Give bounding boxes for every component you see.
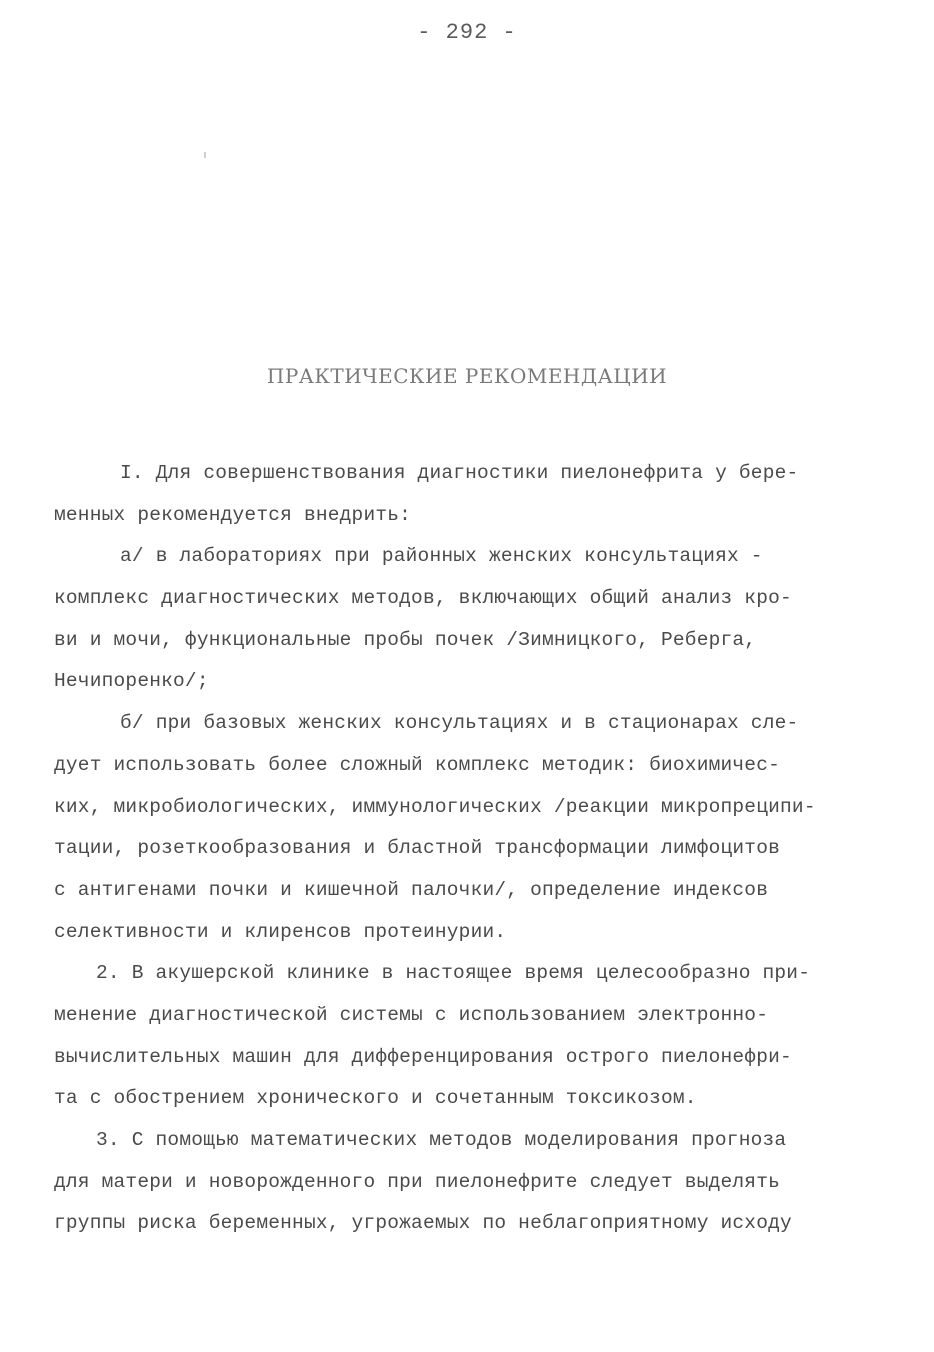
paragraph-line: тации, розеткообразования и бластной трансформации лимфоцитов [54, 837, 781, 860]
paragraph-line: а/ в лабораториях при районных женских консультациях - [120, 545, 763, 568]
paragraph-line: группы риска беременных, угрожаемых по неблагоприятному исходу [54, 1212, 792, 1235]
paragraph-line: 3. С помощью математических методов моделирования прогноза [96, 1129, 787, 1151]
paragraph-line: дует использовать более сложный комплекс методик: биохимичес- [54, 753, 781, 776]
paragraph-line: комплекс диагностических методов, включающих общий анализ кро- [54, 587, 792, 610]
scan-speck [204, 152, 206, 158]
paragraph-line: менных рекомендуется внедрить: [54, 503, 412, 526]
paragraph-line: Нечипоренко/; [54, 670, 209, 693]
section-heading: ПРАКТИЧЕСКИЕ РЕКОМЕНДАЦИИ [266, 364, 668, 388]
paragraph-line: для матери и новорожденного при пиелонефрите следует выделять [54, 1170, 781, 1193]
page-number: - 292 - [417, 20, 517, 45]
paragraph-line: 2. В акушерской клинике в настоящее время целесообразно при- [96, 962, 811, 985]
paragraph-line: вычислительных машин для дифференцирования острого пиелонефри- [54, 1045, 792, 1068]
paragraph-line: ких, микробиологических, иммунологических /реакции микропреципи- [54, 795, 816, 818]
paragraph-line: I. Для совершенствования диагностики пиелонефрита у бере- [120, 462, 799, 484]
body-text [54, 453, 874, 1245]
paragraph-line: с антигенами почки и кишечной палочки/, определение индексов [54, 878, 769, 901]
paragraph-line: менение диагностической системы с использованием электронно- [54, 1003, 769, 1026]
paragraph-line: селективности и клиренсов протеинурии. [54, 920, 507, 943]
paragraph-line: б/ при базовых женских консультациях и в стационарах сле- [120, 712, 799, 735]
paragraph-line: та с обострением хронического и сочетанным токсикозом. [54, 1087, 697, 1110]
paragraph-line: ви и мочи, функциональные пробы почек /Зимницкого, Реберга, [54, 628, 757, 651]
